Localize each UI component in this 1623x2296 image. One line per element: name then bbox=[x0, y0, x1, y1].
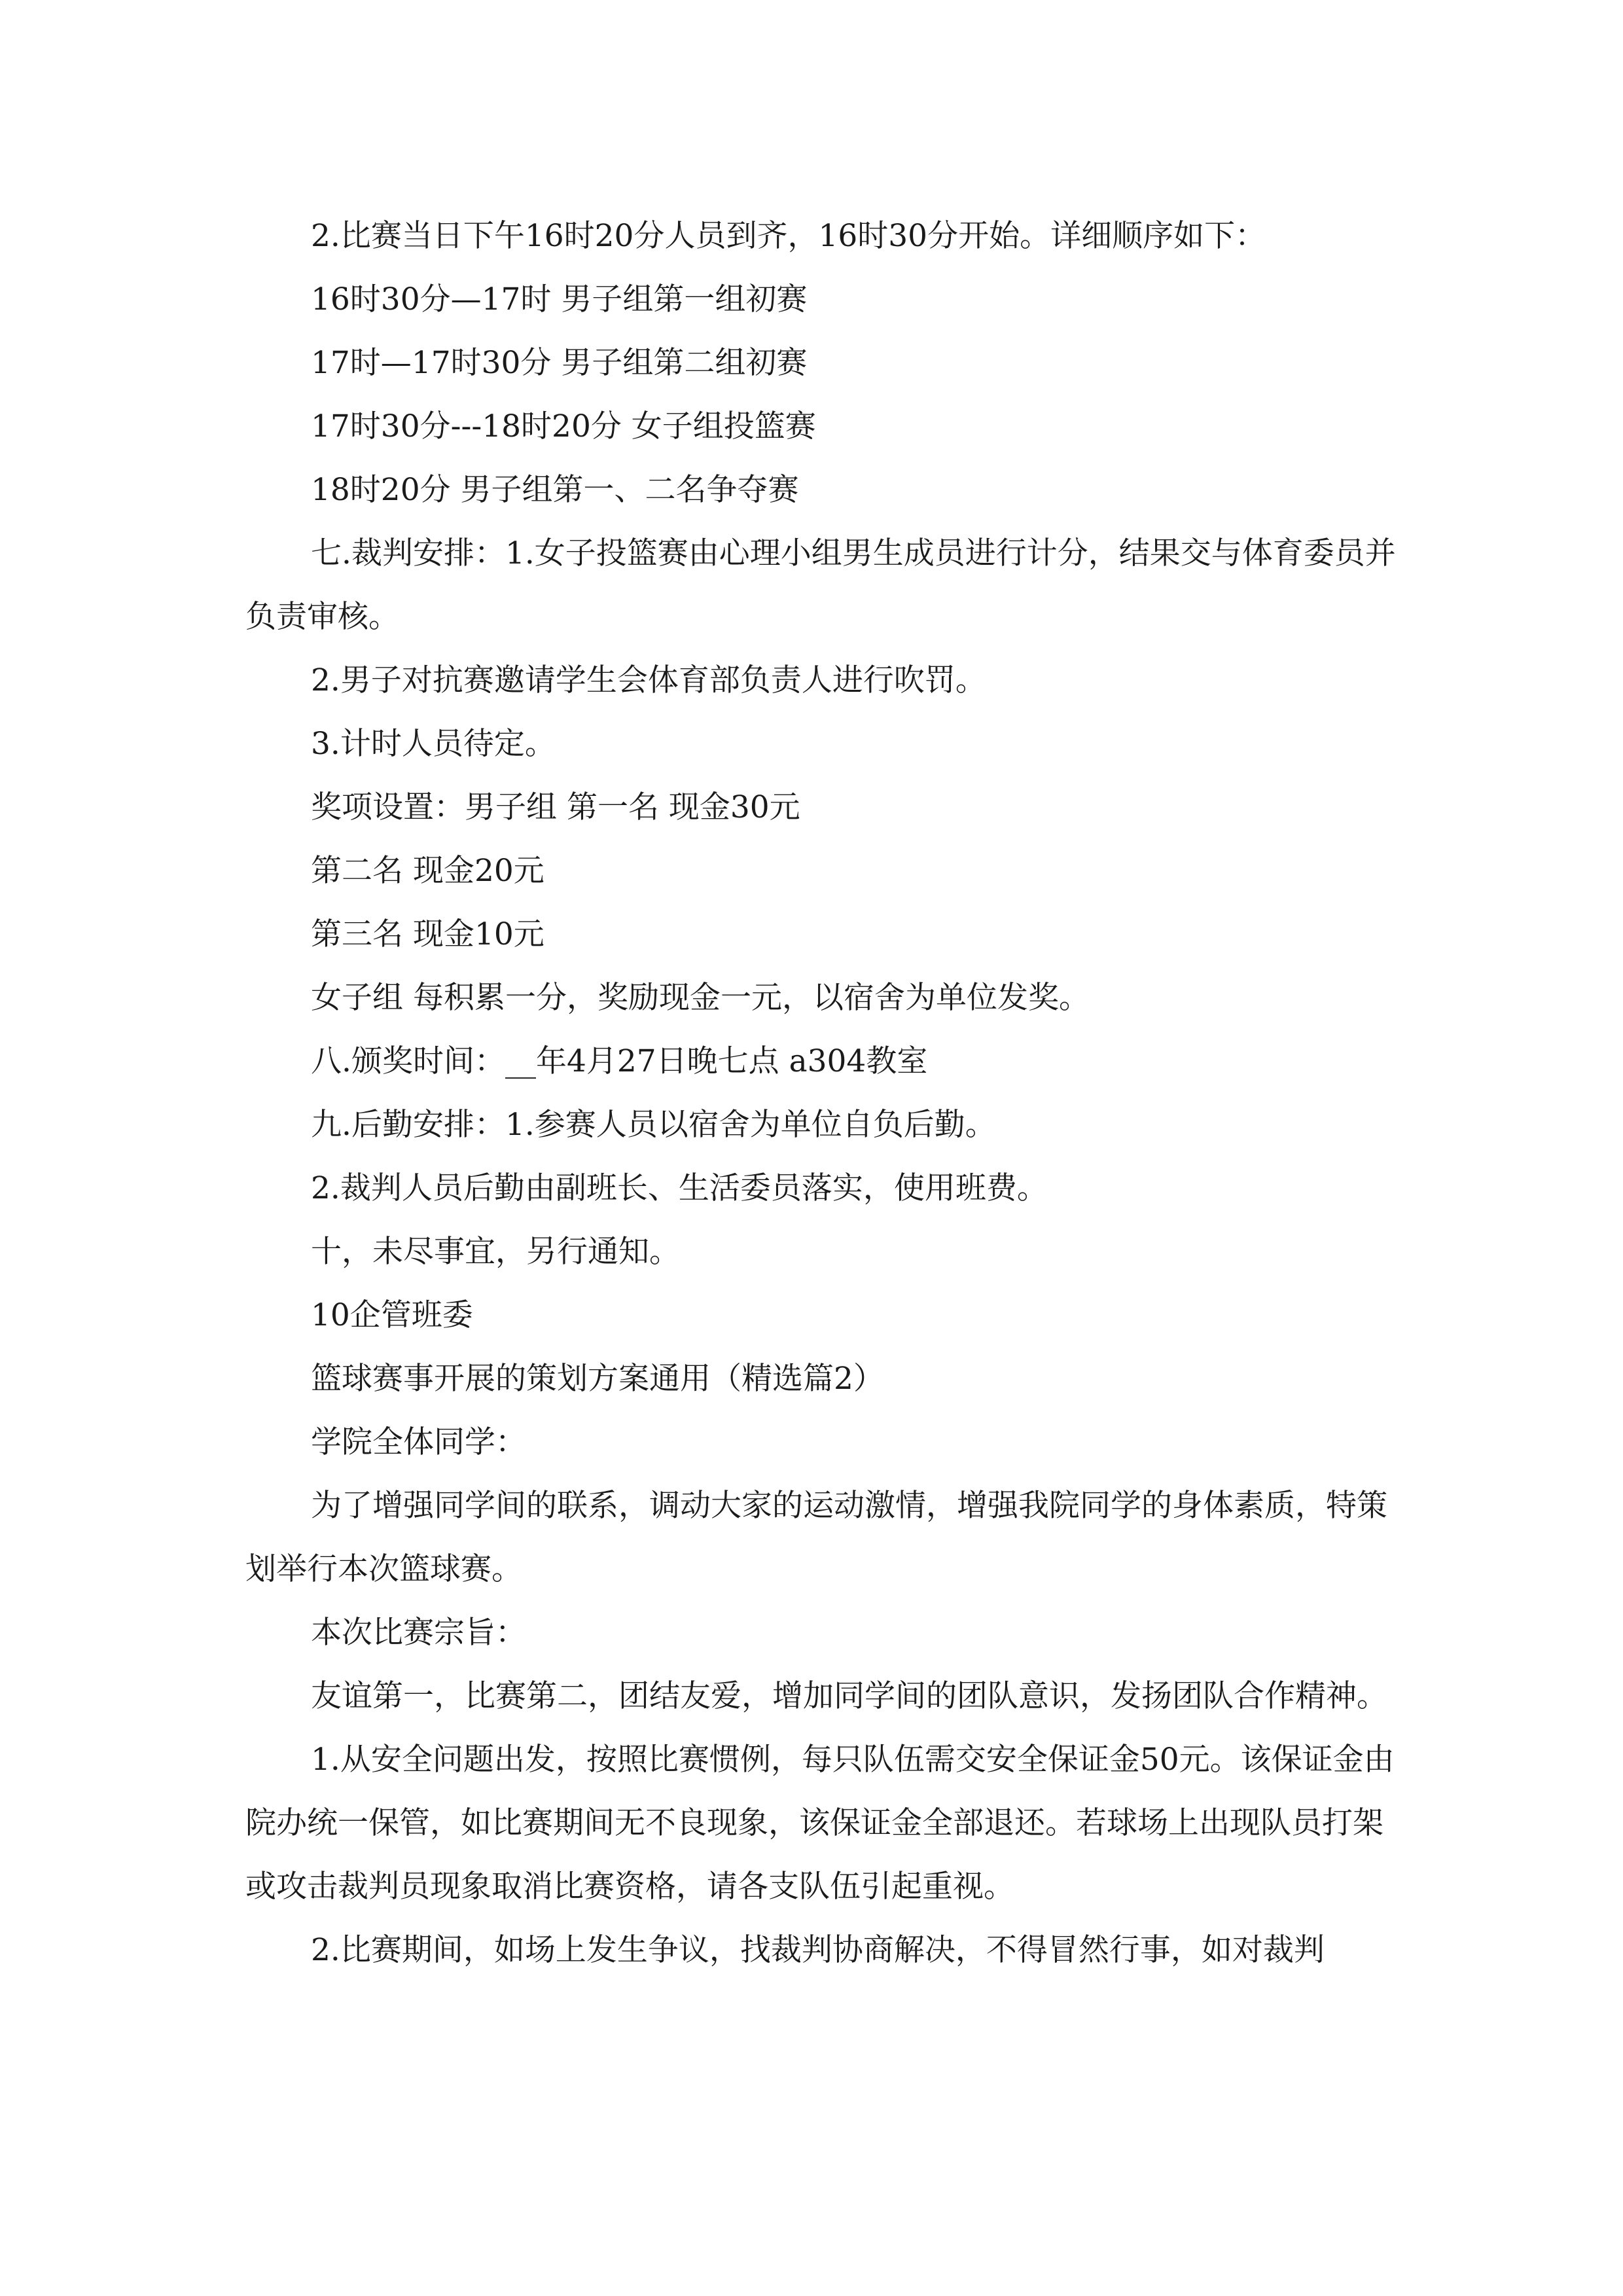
paragraph: 为了增强同学间的联系，调动大家的运动激情，增强我院同学的身体素质，特策划举行本次篮球赛。 bbox=[245, 1488, 1387, 1587]
paragraph: 十，未尽事宜，另行通知。 bbox=[311, 1234, 680, 1270]
award-line: 奖项设置：男子组 第一名 现金30元 bbox=[311, 789, 800, 825]
schedule-line: 16时30分—17时 男子组第一组初赛 bbox=[311, 281, 808, 317]
paragraph: 2.男子对抗赛邀请学生会体育部负责人进行吹罚。 bbox=[311, 662, 986, 698]
paragraph: 九.后勤安排：1.参赛人员以宿舍为单位自负后勤。 bbox=[311, 1107, 996, 1143]
schedule-line: 17时—17时30分 男子组第二组初赛 bbox=[311, 345, 808, 381]
award-line: 第二名 现金20元 bbox=[311, 853, 544, 889]
schedule-line: 17时30分---18时20分 女子组投篮赛 bbox=[311, 408, 816, 444]
section-title: 篮球赛事开展的策划方案通用（精选篇2） bbox=[311, 1361, 884, 1397]
paragraph: 2.裁判人员后勤由副班长、生活委员落实，使用班费。 bbox=[311, 1170, 1048, 1206]
document-body bbox=[245, 204, 1397, 1982]
signature-line: 10企管班委 bbox=[311, 1297, 473, 1333]
salutation: 学院全体同学： bbox=[311, 1424, 526, 1460]
paragraph: 本次比赛宗旨： bbox=[311, 1615, 526, 1651]
paragraph: 七.裁判安排：1.女子投篮赛由心理小组男生成员进行计分，结果交与体育委员并负责审核。 bbox=[245, 535, 1396, 635]
schedule-line: 18时20分 男子组第一、二名争夺赛 bbox=[311, 472, 799, 508]
paragraph: 2.比赛期间，如场上发生争议，找裁判协商解决，不得冒然行事，如对裁判 bbox=[311, 1932, 1325, 1968]
award-line: 第三名 现金10元 bbox=[311, 916, 544, 952]
paragraph: 八.颁奖时间：__年4月27日晚七点 a304教室 bbox=[311, 1043, 928, 1079]
paragraph: 2.比赛当日下午16时20分人员到齐，16时30分开始。详细顺序如下： bbox=[311, 218, 1266, 254]
award-line: 女子组 每积累一分，奖励现金一元，以宿舍为单位发奖。 bbox=[311, 980, 1090, 1016]
paragraph: 3.计时人员待定。 bbox=[311, 726, 556, 762]
paragraph: 1.从安全问题出发，按照比赛惯例，每只队伍需交安全保证金50元。该保证金由院办统一保管，如比赛期间无不良现象，该保证金全部退还。若球场上出现队员打架或攻击裁判员现象取消比赛资格，请各支队伍引起重视。 bbox=[245, 1742, 1395, 1905]
paragraph: 友谊第一，比赛第二，团结友爱，增加同学间的团队意识，发扬团队合作精神。 bbox=[311, 1678, 1387, 1714]
